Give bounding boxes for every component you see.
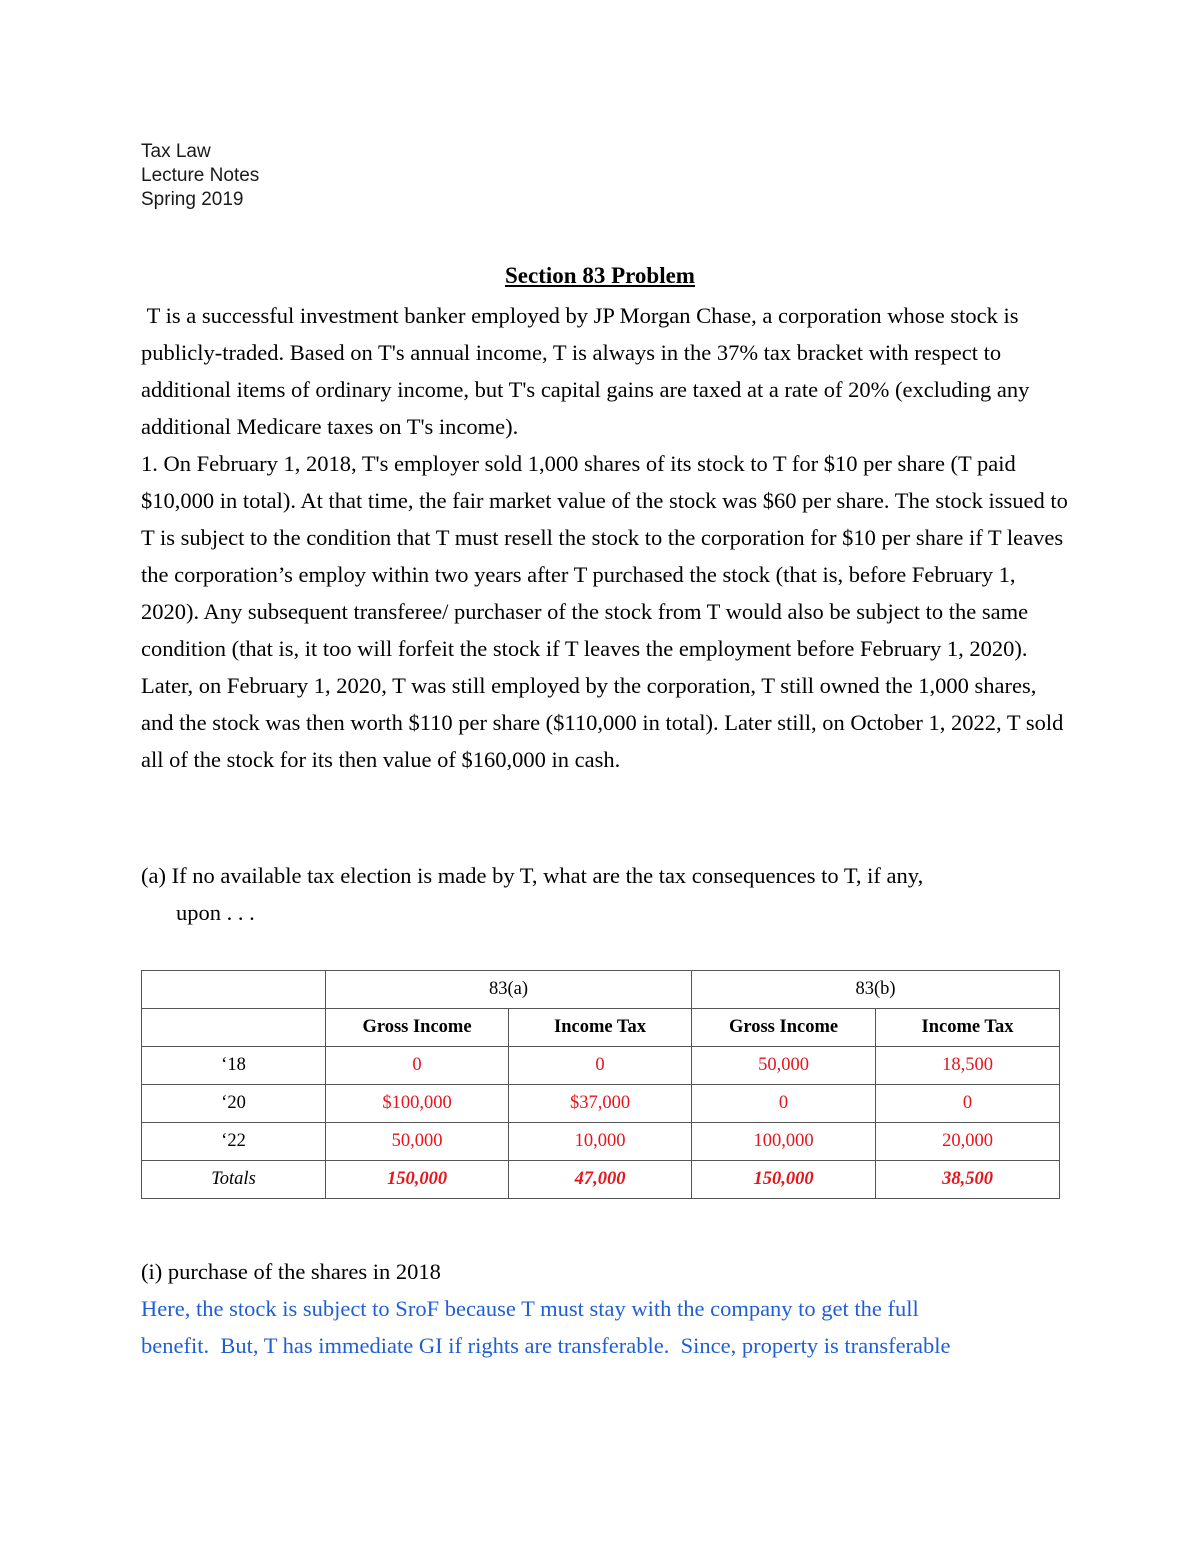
cell-b-tax: 20,000	[876, 1123, 1060, 1161]
answer-line-2: benefit. But, T has immediate GI if rights are transferable. Since, property is transferable	[141, 1333, 951, 1358]
question-line-2: upon . . .	[176, 900, 255, 925]
problem-statement	[141, 297, 1071, 778]
col-header-b-gross: Gross Income	[692, 1009, 876, 1047]
document-type: Lecture Notes	[141, 165, 260, 186]
total-a-gross: 150,000	[326, 1161, 509, 1199]
later-paragraph: Later, on February 1, 2020, T was still employed by the corporation, T still owned the 1,000 shares, and the stock was then worth $110 per share ($110,000 in total). Later still, on October 1, 2022, T sold all of the stock for its then value of $160,000 in cash.	[141, 673, 1064, 772]
group-header-row	[142, 971, 1060, 1009]
cell-a-tax: 10,000	[509, 1123, 692, 1161]
table-row	[142, 1085, 1060, 1123]
totals-row	[142, 1161, 1060, 1199]
intro-paragraph: T is a successful investment banker employed by JP Morgan Chase, a corporation whose stock is publicly-traded. Based on T's annual income, T is always in the 37% tax bracket with respect to additional items of ordinary income, but T's capital gains are taxed at a rate of 20% (excluding any additional Medicare taxes on T's income).	[141, 303, 1035, 439]
total-a-tax: 47,000	[509, 1161, 692, 1199]
cell-a-gross: 0	[326, 1047, 509, 1085]
row-year: ‘18	[142, 1047, 326, 1085]
col-header-a-tax: Income Tax	[509, 1009, 692, 1047]
table-row	[142, 1047, 1060, 1085]
question-a	[141, 857, 1071, 931]
empty-header-cell	[142, 1009, 326, 1047]
total-b-tax: 38,500	[876, 1161, 1060, 1199]
answer-line-1: Here, the stock is subject to SroF because T must stay with the company to get the full	[141, 1296, 919, 1321]
group-header-83a: 83(a)	[326, 971, 692, 1009]
total-b-gross: 150,000	[692, 1161, 876, 1199]
cell-a-gross: 50,000	[326, 1123, 509, 1161]
column-header-row	[142, 1009, 1060, 1047]
item-1-paragraph: 1. On February 1, 2018, T's employer sold 1,000 shares of its stock to T for $10 per share (T paid $10,000 in total). At that time, the fair market value of the stock was $60 per share. The stock issued to T is subject to the condition that T must resell the stock to the corporation for $10 per share if T leaves the corporation’s employ within two years after T purchased the stock (that is, before February 1, 2020). Any subsequent transferee/ purchaser of the stock from T would also be subject to the same condition (that is, it too will forfeit the stock if T leaves the employment before February 1, 2020).	[141, 451, 1068, 661]
cell-b-gross: 50,000	[692, 1047, 876, 1085]
course-name: Tax Law	[141, 141, 211, 162]
cell-b-tax: 0	[876, 1085, 1060, 1123]
page-title: Section 83 Problem	[505, 263, 695, 288]
answer-text	[141, 1290, 1071, 1364]
question-line-1: (a) If no available tax election is made by T, what are the tax consequences to T, if any,	[141, 863, 924, 888]
row-year: ‘20	[142, 1085, 326, 1123]
cell-b-gross: 100,000	[692, 1123, 876, 1161]
col-header-a-gross: Gross Income	[326, 1009, 509, 1047]
table-row	[142, 1123, 1060, 1161]
empty-corner-cell	[142, 971, 326, 1009]
tax-comparison-table	[141, 970, 1060, 1199]
cell-a-tax: $37,000	[509, 1085, 692, 1123]
col-header-b-tax: Income Tax	[876, 1009, 1060, 1047]
row-year: ‘22	[142, 1123, 326, 1161]
document-header	[141, 140, 259, 212]
cell-a-tax: 0	[509, 1047, 692, 1085]
cell-a-gross: $100,000	[326, 1085, 509, 1123]
cell-b-gross: 0	[692, 1085, 876, 1123]
cell-b-tax: 18,500	[876, 1047, 1060, 1085]
sub-question-i: (i) purchase of the shares in 2018	[141, 1259, 441, 1284]
term: Spring 2019	[141, 189, 244, 210]
group-header-83b: 83(b)	[692, 971, 1060, 1009]
totals-label: Totals	[142, 1161, 326, 1199]
